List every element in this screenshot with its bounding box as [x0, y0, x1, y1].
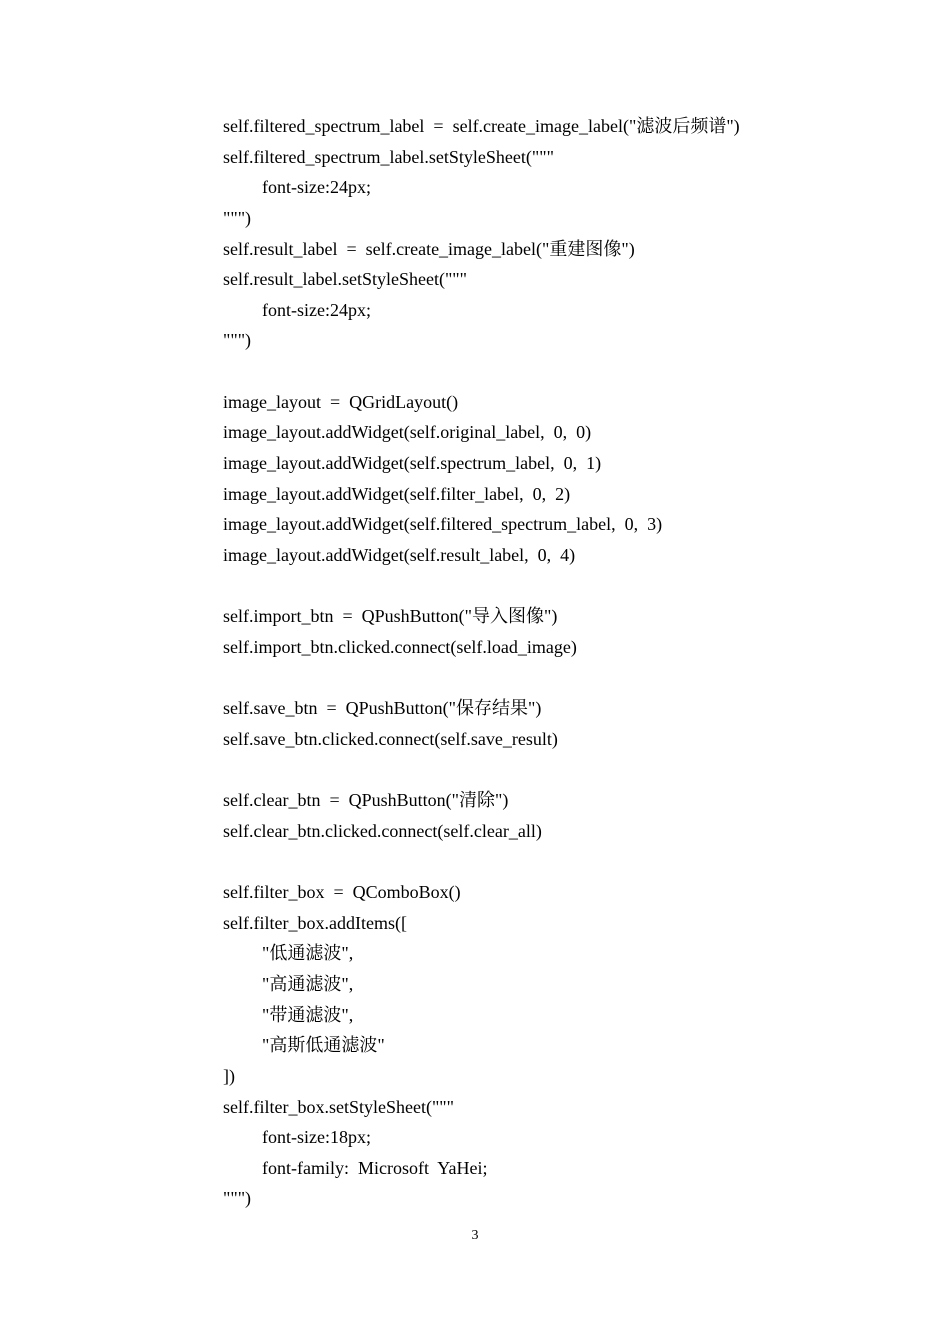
code-line: "低通滤波",: [262, 943, 354, 964]
code-block: [223, 111, 863, 1214]
code-line: """): [223, 1188, 252, 1209]
code-line: image_layout = QGridLayout(): [223, 391, 459, 412]
code-line: image_layout.addWidget(self.result_label, 0, 4): [223, 544, 576, 565]
code-line: self.result_label = self.create_image_label("重建图像"): [223, 238, 635, 259]
code-line: self.filtered_spectrum_label.setStyleSheet(""": [223, 146, 554, 167]
code-line: font-size:24px;: [262, 177, 371, 198]
code-line: self.import_btn.clicked.connect(self.load_image): [223, 636, 577, 657]
blank-line: [223, 754, 863, 785]
page-number: 3: [471, 1228, 479, 1243]
code-line: self.clear_btn.clicked.connect(self.clear_all): [223, 820, 542, 841]
blank-line: [223, 571, 863, 602]
code-line: image_layout.addWidget(self.original_label, 0, 0): [223, 422, 592, 443]
code-line: font-family: Microsoft YaHei;: [262, 1157, 488, 1178]
code-line: "高斯低通滤波": [262, 1035, 385, 1056]
code-line: "高通滤波",: [262, 973, 354, 994]
blank-line: [223, 663, 863, 694]
code-line: self.save_btn.clicked.connect(self.save_result): [223, 728, 558, 749]
code-line: self.filter_box = QComboBox(): [223, 882, 461, 903]
code-line: image_layout.addWidget(self.spectrum_label, 0, 1): [223, 453, 602, 474]
code-line: self.import_btn = QPushButton("导入图像"): [223, 606, 558, 627]
code-line: """): [223, 330, 252, 351]
code-line: self.save_btn = QPushButton("保存结果"): [223, 698, 542, 719]
code-line: self.filter_box.addItems([: [223, 912, 407, 933]
code-line: font-size:24px;: [262, 299, 371, 320]
code-line: self.filtered_spectrum_label = self.create_image_label("滤波后频谱"): [223, 116, 740, 136]
code-line: image_layout.addWidget(self.filtered_spectrum_label, 0, 3): [223, 514, 663, 535]
blank-line: [223, 356, 863, 387]
code-line: self.filter_box.setStyleSheet(""": [223, 1096, 454, 1117]
blank-line: [223, 846, 863, 877]
code-line: ]): [223, 1065, 235, 1086]
code-line: """): [223, 207, 252, 228]
code-line: "带通滤波",: [262, 1004, 354, 1025]
code-line: self.result_label.setStyleSheet(""": [223, 269, 467, 290]
code-line: image_layout.addWidget(self.filter_label, 0, 2): [223, 483, 571, 504]
code-line: font-size:18px;: [262, 1127, 371, 1148]
code-line: self.clear_btn = QPushButton("清除"): [223, 790, 509, 811]
